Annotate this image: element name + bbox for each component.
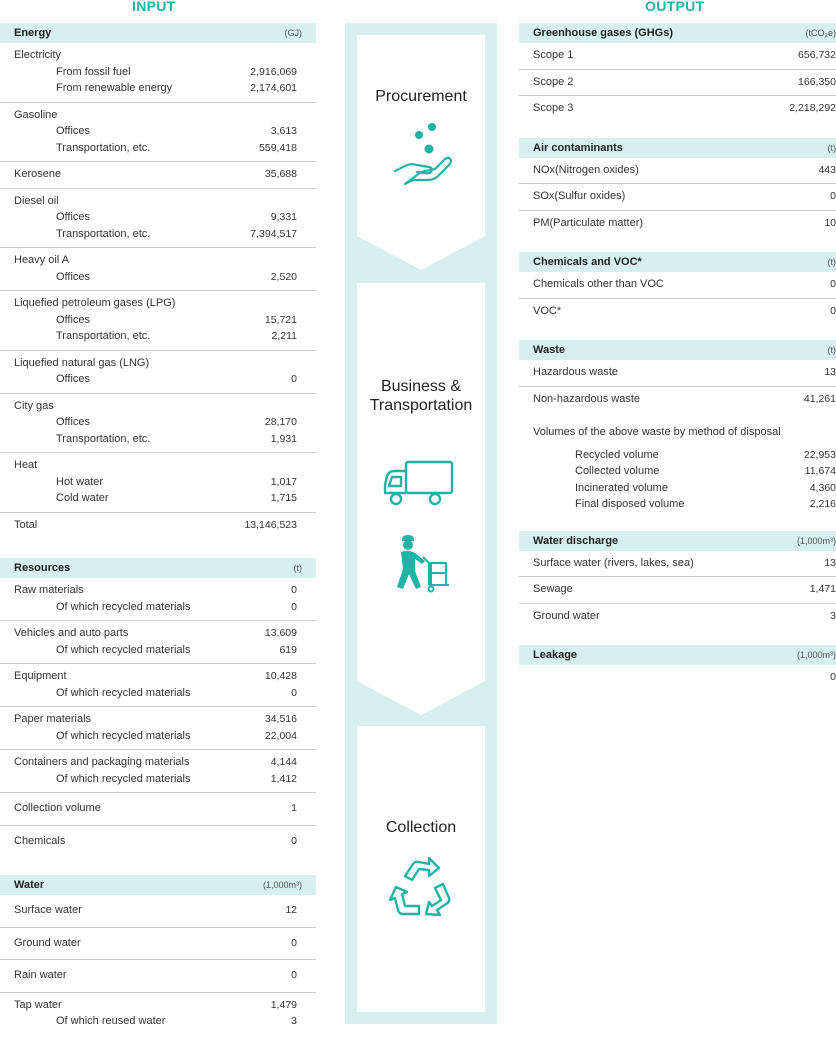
row-label: Paper materials <box>14 713 92 726</box>
row-value: 41,261 <box>803 392 836 405</box>
input-heading: INPUT <box>132 0 176 14</box>
energy-unit: (GJ) <box>284 28 302 38</box>
row-value: 1,479 <box>270 998 297 1011</box>
row-value: 22,004 <box>264 729 297 742</box>
air-group <box>519 184 836 211</box>
row-label: Cold water <box>56 492 109 505</box>
row-label: Heavy oil A <box>14 254 70 267</box>
row-value: 4,144 <box>270 756 297 769</box>
row-label: Collection volume <box>14 802 101 815</box>
data-row <box>519 188 836 205</box>
row-label: Offices <box>56 313 91 326</box>
leakage-section <box>519 645 836 691</box>
ghg-title: Greenhouse gases (GHGs) <box>533 27 673 39</box>
disposal-value: 4,360 <box>809 481 836 494</box>
data-row <box>0 328 316 345</box>
row-value: 13 <box>824 366 836 379</box>
business-title-line1: Business & <box>380 378 462 395</box>
water-group <box>0 928 316 961</box>
data-row <box>0 166 316 183</box>
data-row <box>0 599 316 616</box>
row-value: 3 <box>830 609 836 622</box>
row-value: 0 <box>291 600 297 613</box>
row-value: 1,017 <box>270 475 297 488</box>
row-value: 13,609 <box>264 627 297 640</box>
ghg-section <box>519 23 836 122</box>
row-value: 0 <box>830 304 836 317</box>
resources-title: Resources <box>14 562 71 574</box>
water_discharge-group <box>519 551 836 578</box>
resources-group <box>0 793 316 826</box>
energy-title: Energy <box>14 27 52 39</box>
water_discharge-header <box>519 531 836 551</box>
row-label: Scope 3 <box>533 102 574 115</box>
data-row <box>519 555 836 572</box>
row-value: 35,688 <box>264 168 297 181</box>
row-value: 13 <box>824 556 836 569</box>
recycle-icon <box>389 854 453 918</box>
output-heading: OUTPUT <box>645 0 705 14</box>
row-label: Of which recycled materials <box>56 729 191 742</box>
row-label: Liquefied petroleum gases (LPG) <box>14 297 176 310</box>
data-row <box>0 997 316 1014</box>
water-section <box>0 875 316 1035</box>
row-label: Electricity <box>14 49 62 62</box>
data-row <box>519 608 836 625</box>
energy-group <box>0 453 316 513</box>
row-label: Surface water (rivers, lakes, sea) <box>533 556 694 569</box>
row-label: Raw materials <box>14 584 84 597</box>
data-row <box>0 209 316 226</box>
leakage-title: Leakage <box>533 649 578 661</box>
row-label: Of which recycled materials <box>56 686 191 699</box>
row-label: Liquefied natural gas (LNG) <box>14 356 150 369</box>
row-value: 10 <box>824 216 836 229</box>
water_discharge-group <box>519 604 836 630</box>
water-discharge-section <box>519 531 836 630</box>
row-label: Scope 2 <box>533 75 574 88</box>
disposal-row <box>519 463 836 480</box>
water-group <box>0 993 316 1035</box>
flow-column <box>345 23 497 1024</box>
data-row <box>0 668 316 685</box>
row-label: Offices <box>56 373 91 386</box>
row-label: Transportation, etc. <box>56 330 151 343</box>
row-label: Containers and packaging materials <box>14 756 190 769</box>
row-label: From renewable energy <box>56 82 173 95</box>
data-row <box>0 107 316 124</box>
ghg-group <box>519 43 836 70</box>
data-row <box>0 685 316 702</box>
resources-section <box>0 558 316 857</box>
row-value: 28,170 <box>264 416 297 429</box>
row-label: Of which recycled materials <box>56 600 191 613</box>
row-value: 3 <box>291 1015 297 1028</box>
ghg-header <box>519 23 836 43</box>
row-value: 0 <box>291 373 297 386</box>
data-row <box>0 295 316 312</box>
waste-unit: (t) <box>827 345 836 355</box>
ghg-unit: (tCO₂e) <box>805 28 836 38</box>
row-value: 559,418 <box>259 141 297 154</box>
data-row <box>0 252 316 269</box>
disposal-label: Recycled volume <box>575 448 659 461</box>
row-label: Heat <box>14 459 38 472</box>
row-value: 13,146,523 <box>244 518 297 531</box>
energy-group <box>0 291 316 351</box>
row-label: Offices <box>56 125 91 138</box>
water_discharge-unit: (1,000m³) <box>796 535 836 546</box>
energy-group <box>0 43 316 103</box>
data-row <box>0 642 316 659</box>
delivery-worker-icon <box>393 535 451 593</box>
data-row <box>0 728 316 745</box>
row-value: 10,428 <box>264 670 297 683</box>
air-title: Air contaminants <box>533 141 623 154</box>
data-row <box>519 364 836 381</box>
data-row <box>0 800 316 817</box>
data-row <box>0 226 316 243</box>
disposal-label: Collected volume <box>575 465 660 478</box>
air-unit: (t) <box>827 142 836 153</box>
data-row <box>519 47 836 64</box>
water-group <box>0 895 316 928</box>
data-row <box>0 193 316 210</box>
disposal-row <box>519 496 836 513</box>
data-row <box>0 140 316 157</box>
resources-unit: (t) <box>293 563 302 573</box>
resources-header <box>0 558 316 578</box>
air-group <box>519 211 836 237</box>
disposal-row <box>519 447 836 464</box>
data-row <box>0 754 316 771</box>
row-label: Surface water <box>14 904 82 917</box>
leakage-header <box>519 645 836 665</box>
data-row <box>519 581 836 598</box>
collection-title: Collection <box>385 819 457 836</box>
row-label: Total <box>14 518 38 531</box>
disposal-value: 2,216 <box>809 498 836 511</box>
row-label: Ground water <box>14 936 81 949</box>
data-row <box>0 833 316 850</box>
row-label: Gasoline <box>14 108 58 121</box>
chemicals_voc-title: Chemicals and VOC* <box>533 256 642 268</box>
row-label: Chemicals <box>14 834 66 847</box>
water-title: Water <box>14 879 45 891</box>
air-header <box>519 138 836 158</box>
chemicals_voc-group <box>519 299 836 325</box>
procurement-title: Procurement <box>375 88 467 105</box>
row-value: 7,394,517 <box>250 227 297 240</box>
row-label: Sewage <box>533 583 573 596</box>
data-row <box>0 398 316 415</box>
data-row <box>0 1013 316 1030</box>
waste-group <box>519 360 836 387</box>
row-value: 0 <box>291 686 297 699</box>
row-label: Of which recycled materials <box>56 643 191 656</box>
row-label: Of which reused water <box>56 1015 166 1028</box>
data-row <box>0 967 316 984</box>
row-label: City gas <box>14 399 54 412</box>
row-label: Non-hazardous waste <box>533 392 641 405</box>
data-row <box>519 74 836 91</box>
resources-group <box>0 578 316 621</box>
resources-group <box>0 826 316 858</box>
energy-header <box>0 23 316 43</box>
data-row <box>0 474 316 491</box>
resources-group <box>0 664 316 707</box>
row-value: 1,715 <box>270 492 297 505</box>
row-label: SOx(Sulfur oxides) <box>533 190 626 203</box>
data-row <box>519 276 836 293</box>
row-value: 0 <box>830 278 836 291</box>
water_discharge-group <box>519 577 836 604</box>
row-value: 0 <box>291 969 297 982</box>
row-value: 12 <box>285 904 297 917</box>
data-row <box>0 457 316 474</box>
disposal-note-text: Volumes of the above waste by method of disposal <box>533 426 781 439</box>
data-row <box>0 123 316 140</box>
row-label: Transportation, etc. <box>56 227 151 240</box>
row-label: Equipment <box>14 670 67 683</box>
row-value: 0 <box>830 671 836 684</box>
row-label: Diesel oil <box>14 194 59 207</box>
resources-group <box>0 750 316 793</box>
data-row <box>519 100 836 117</box>
data-row <box>0 935 316 952</box>
row-label: Rain water <box>14 969 67 982</box>
row-label: Transportation, etc. <box>56 432 151 445</box>
energy-group <box>0 189 316 249</box>
data-row <box>519 669 836 686</box>
data-row <box>0 312 316 329</box>
business-title-line2: Transportation <box>369 397 473 414</box>
disposal-row <box>519 480 836 497</box>
row-label: Offices <box>56 211 91 224</box>
data-row <box>0 414 316 431</box>
ghg-group <box>519 96 836 122</box>
row-value: 0 <box>291 834 297 847</box>
data-row <box>0 47 316 64</box>
disposal-value: 22,953 <box>803 448 836 461</box>
row-label: Chemicals other than VOC <box>533 278 664 291</box>
row-label: Scope 1 <box>533 49 574 62</box>
disposal-label: Incinerated volume <box>575 481 668 494</box>
row-label: Kerosene <box>14 168 62 181</box>
row-label: Ground water <box>533 609 600 622</box>
data-row <box>0 711 316 728</box>
data-row <box>0 517 316 534</box>
row-value: 0 <box>291 584 297 597</box>
energy-section <box>0 23 316 538</box>
disposal-value: 11,674 <box>804 465 836 478</box>
chemicals_voc-group <box>519 272 836 299</box>
chemicals_voc-header <box>519 252 836 272</box>
row-value: 2,174,601 <box>250 82 297 95</box>
energy-group <box>0 162 316 189</box>
data-row <box>0 371 316 388</box>
resources-group <box>0 707 316 750</box>
row-label: NOx(Nitrogen oxides) <box>533 163 639 176</box>
disposal-label: Final disposed volume <box>575 498 685 511</box>
row-label: Vehicles and auto parts <box>14 627 129 640</box>
input-column <box>0 23 316 1035</box>
water_discharge-title: Water discharge <box>533 534 619 547</box>
row-label: PM(Particulate matter) <box>533 216 644 229</box>
energy-group <box>0 513 316 539</box>
data-row <box>0 269 316 286</box>
truck-icon <box>383 459 455 507</box>
energy-group <box>0 394 316 454</box>
data-row <box>519 162 836 179</box>
data-row <box>0 902 316 919</box>
hand-icon <box>391 121 453 187</box>
waste-title: Waste <box>533 344 565 356</box>
leakage-unit: (1,000m³) <box>796 650 836 660</box>
data-row <box>0 431 316 448</box>
water-group <box>0 960 316 993</box>
row-value: 656,732 <box>798 49 836 62</box>
row-value: 34,516 <box>264 713 297 726</box>
water-unit: (1,000m³) <box>262 880 302 890</box>
row-label: Hot water <box>56 475 104 488</box>
row-value: 619 <box>279 643 297 656</box>
row-value: 9,331 <box>270 211 297 224</box>
data-row <box>519 303 836 320</box>
air-section <box>519 138 836 237</box>
row-value: 0 <box>291 936 297 949</box>
disposal-note <box>519 424 836 441</box>
row-label: Hazardous waste <box>533 366 618 379</box>
data-row <box>0 355 316 372</box>
row-value: 15,721 <box>264 313 297 326</box>
data-row <box>519 391 836 408</box>
output-column <box>519 23 836 691</box>
chemicals_voc-unit: (t) <box>827 257 836 267</box>
row-value: 1,471 <box>809 583 836 596</box>
row-value: 166,350 <box>798 75 836 88</box>
water-header <box>0 875 316 895</box>
row-value: 2,211 <box>271 330 297 343</box>
row-value: 1,412 <box>270 772 297 785</box>
row-label: Of which recycled materials <box>56 772 191 785</box>
data-row <box>0 771 316 788</box>
row-label: Tap water <box>14 998 62 1011</box>
data-row <box>0 64 316 81</box>
row-value: 443 <box>818 163 836 176</box>
row-value: 0 <box>830 190 836 203</box>
data-row <box>0 625 316 642</box>
chemicals-voc-section <box>519 252 836 324</box>
leakage-group <box>519 665 836 691</box>
flow-arrow-1 <box>357 236 485 270</box>
air-group <box>519 158 836 185</box>
waste-header <box>519 340 836 360</box>
row-value: 2,916,069 <box>250 65 297 78</box>
waste-group <box>519 387 836 413</box>
row-label: VOC* <box>533 304 562 317</box>
row-value: 1,931 <box>270 432 297 445</box>
ghg-group <box>519 70 836 97</box>
row-value: 2,520 <box>270 270 297 283</box>
row-value: 3,613 <box>270 125 297 138</box>
flow-arrow-2 <box>357 681 485 715</box>
waste-section <box>519 340 836 513</box>
data-row <box>0 490 316 507</box>
row-label: Offices <box>56 416 91 429</box>
energy-group <box>0 248 316 291</box>
row-label: From fossil fuel <box>56 65 131 78</box>
energy-group <box>0 351 316 394</box>
resources-group <box>0 621 316 664</box>
row-label: Offices <box>56 270 91 283</box>
energy-group <box>0 103 316 163</box>
data-row <box>0 582 316 599</box>
data-row <box>0 80 316 97</box>
row-label: Transportation, etc. <box>56 141 151 154</box>
row-value: 2,218,292 <box>789 102 836 115</box>
row-value: 1 <box>291 802 297 815</box>
data-row <box>519 215 836 232</box>
